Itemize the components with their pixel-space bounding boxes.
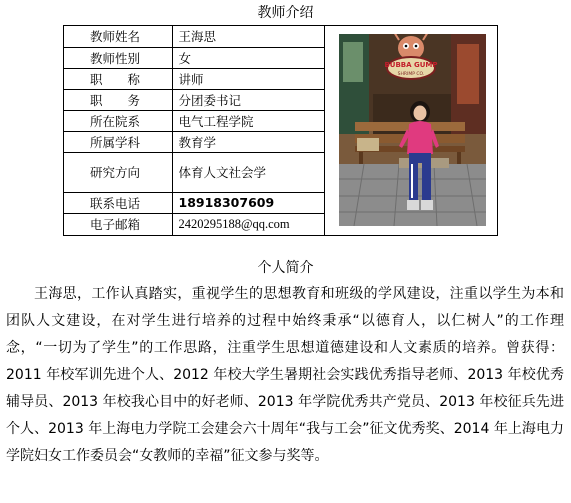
teacher-info-table — [64, 26, 325, 235]
info-label: 职 务 — [64, 89, 172, 110]
info-value: 电气工程学院 — [172, 110, 325, 131]
info-row-name — [64, 26, 325, 47]
info-label: 教师姓名 — [64, 26, 172, 47]
info-label: 所属学科 — [64, 131, 172, 152]
info-value: 女 — [172, 47, 325, 68]
info-row-title — [64, 68, 325, 89]
teacher-photo — [339, 34, 486, 226]
page-title: 教师介绍 — [257, 5, 314, 21]
sign-text: BUBBA GUMP — [384, 61, 438, 69]
info-row-discipline — [64, 131, 325, 152]
info-row-research — [64, 152, 325, 192]
info-row-phone — [64, 192, 325, 213]
info-value: 18918307609 — [172, 192, 325, 213]
info-row-email — [64, 213, 325, 235]
info-label: 教师性别 — [64, 47, 172, 68]
info-label: 联系电话 — [64, 192, 172, 213]
teacher-info-card — [63, 25, 498, 236]
sign-subtext: SHRIMP CO. — [397, 72, 425, 77]
info-row-department — [64, 110, 325, 131]
info-value: 教育学 — [172, 131, 325, 152]
info-row-gender — [64, 47, 325, 68]
info-label: 研究方向 — [64, 152, 172, 192]
info-label: 电子邮箱 — [64, 213, 172, 235]
bio-paragraph: 王海思，工作认真踏实，重视学生的思想教育和班级的学风建设，注重以学生为本和团队人文建设，在对学生进行培养的过程中始终秉承“以德育人，以仁树人”的工作理念，“一切为了学生”的工作思路，注重学生思想道德建设和人文素质的培养。曾获得：2011 年校军训先进个人、2012 年校大学生暑期社会实践优秀指导老师、2013 年校优秀辅导员、2013 年校我心目中的好老师、2013 年学院优秀共产党员、2013 年校征兵先进个人、2013 年上海电力学院工会建会六十周年“我与工会”征文优秀奖、2014 年上海电力学院妇女工作委员会“女教师的幸福”征文参与奖等。 — [6, 286, 564, 464]
email-link[interactable]: 2420295188@qq.com — [172, 213, 325, 235]
info-row-position — [64, 89, 325, 110]
info-value: 王海思 — [172, 26, 325, 47]
section-title: 个人简介 — [257, 260, 314, 276]
info-value: 分团委书记 — [172, 89, 325, 110]
info-label: 职 称 — [64, 68, 172, 89]
info-value: 体育人文社会学 — [172, 152, 325, 192]
info-label: 所在院系 — [64, 110, 172, 131]
info-value: 讲师 — [172, 68, 325, 89]
